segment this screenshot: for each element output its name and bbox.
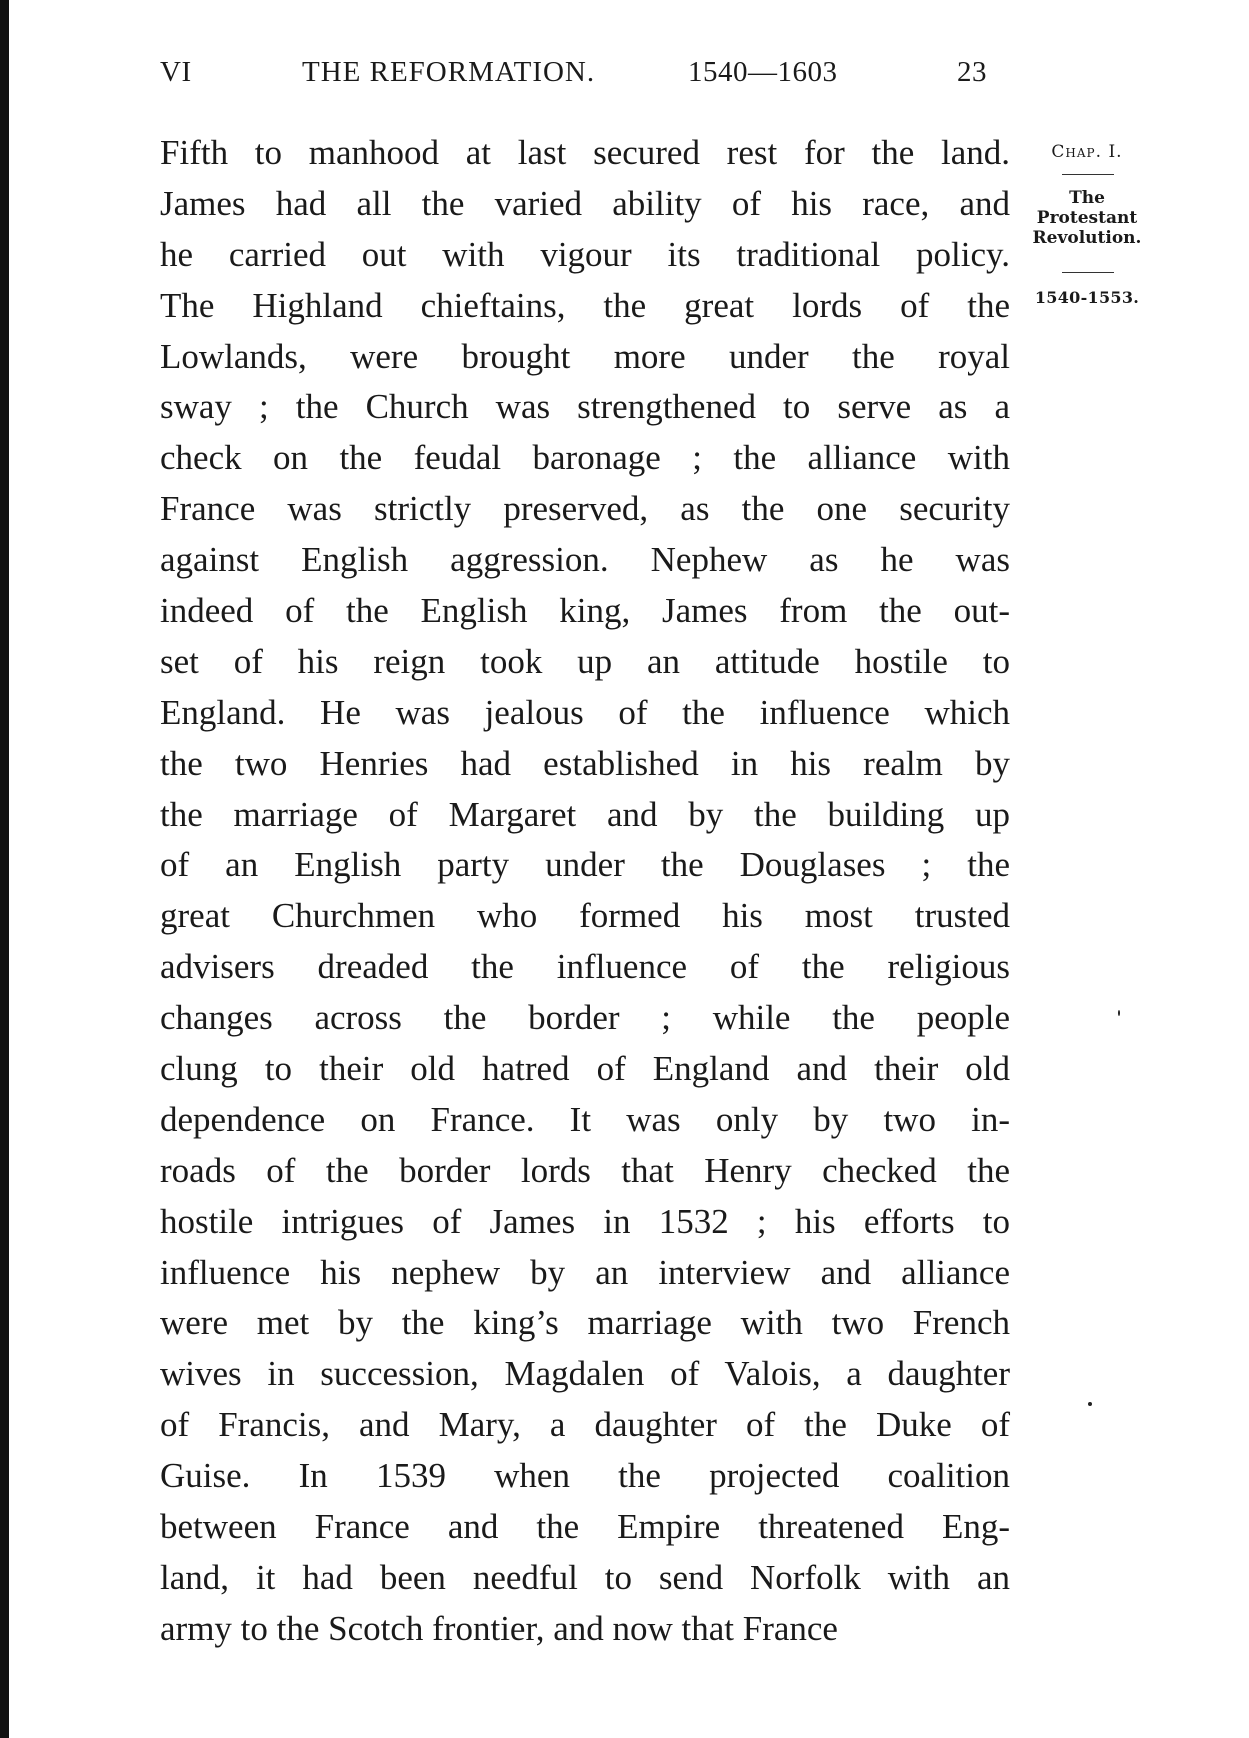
text-line: advisers dreaded the influence of the religious bbox=[160, 947, 1010, 987]
text-line: France was strictly preserved, as the one security bbox=[160, 489, 1010, 529]
text-line: great Churchmen who formed his most trusted bbox=[160, 896, 1010, 936]
text-line: land, it had been needful to send Norfolk with an bbox=[160, 1557, 1010, 1597]
header-year-range: 1540—1603 bbox=[688, 56, 838, 88]
text-line: sway ; the Church was strengthened to serve as a bbox=[160, 387, 1010, 427]
text-line: he carried out with vigour its traditional policy. bbox=[160, 234, 1010, 274]
text-line: were met by the king’s marriage with two French bbox=[160, 1303, 1010, 1343]
text-line: James had all the varied ability of his race, and bbox=[160, 183, 1010, 223]
text-line: the marriage of Margaret and by the building up bbox=[160, 794, 1010, 834]
running-header bbox=[160, 56, 1010, 96]
margin-subject-line: The bbox=[1069, 188, 1105, 208]
body-paragraph bbox=[160, 128, 1010, 1655]
text-line: hostile intrigues of James in 1532 ; his efforts to bbox=[160, 1201, 1010, 1241]
text-line: against English aggression. Nephew as he was bbox=[160, 540, 1010, 580]
print-speck bbox=[1118, 1010, 1120, 1016]
text-line: influence his nephew by an interview and alliance bbox=[160, 1252, 1010, 1292]
text-line: of an English party under the Douglases ; the bbox=[160, 845, 1010, 885]
text-line: set of his reign took up an attitude hostile to bbox=[160, 641, 1010, 681]
text-line: roads of the border lords that Henry checked the bbox=[160, 1150, 1010, 1190]
margin-year-range: 1540-1553. bbox=[1034, 288, 1140, 307]
text-line: Lowlands, were brought more under the royal bbox=[160, 336, 1010, 376]
text-line: the two Henries had established in his realm by bbox=[160, 743, 1010, 783]
text-line: The Highland chieftains, the great lords of the bbox=[160, 285, 1010, 325]
margin-divider bbox=[1062, 272, 1114, 273]
margin-subject-line: Revolution. bbox=[1032, 228, 1142, 248]
text-line: dependence on France. It was only by two in- bbox=[160, 1099, 1010, 1139]
text-line: indeed of the English king, James from the out- bbox=[160, 591, 1010, 631]
print-speck bbox=[1088, 1402, 1092, 1406]
text-line: between France and the Empire threatened Eng- bbox=[160, 1507, 1010, 1547]
text-line: clung to their old hatred of England and their old bbox=[160, 1049, 1010, 1089]
margin-chapter-label: Chap. I. bbox=[1051, 142, 1123, 162]
page-edge-shadow bbox=[0, 0, 9, 1738]
margin-subject-line: Protestant bbox=[1036, 208, 1138, 228]
header-book-title: THE REFORMATION. bbox=[302, 56, 596, 88]
text-line: wives in succession, Magdalen of Valois, a daughter bbox=[160, 1354, 1010, 1394]
text-line: England. He was jealous of the influence which bbox=[160, 692, 1010, 732]
text-line: Fifth to manhood at last secured rest for the land. bbox=[160, 133, 1010, 172]
text-line: army to the Scotch frontier, and now that France bbox=[160, 1608, 838, 1648]
text-line: Guise. In 1539 when the projected coalition bbox=[160, 1456, 1010, 1496]
text-line: changes across the border ; while the people bbox=[160, 998, 1010, 1038]
header-chapter-number: VI bbox=[160, 56, 192, 88]
margin-subject-note bbox=[1018, 188, 1156, 248]
page-number: 23 bbox=[957, 56, 987, 88]
text-line: check on the feudal baronage ; the alliance with bbox=[160, 438, 1010, 478]
margin-divider bbox=[1062, 174, 1114, 175]
text-line: of Francis, and Mary, a daughter of the Duke of bbox=[160, 1405, 1010, 1445]
